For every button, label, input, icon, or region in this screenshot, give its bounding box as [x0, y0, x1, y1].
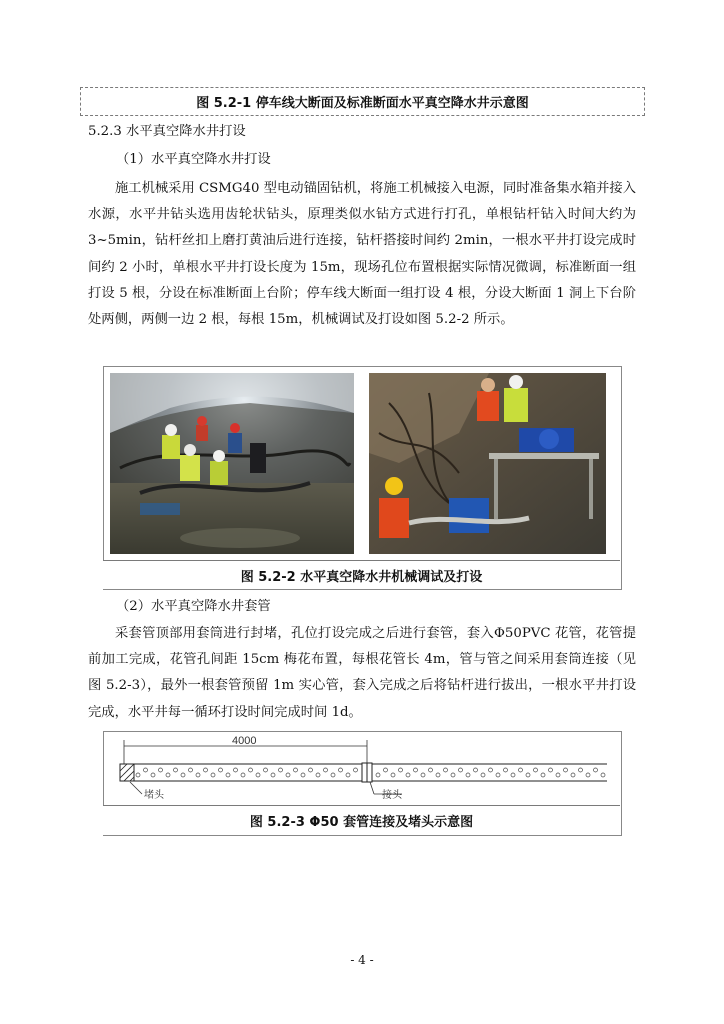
- perforation-hole: [466, 773, 470, 777]
- figure-5-2-3-caption-text: 图 5.2-3 Φ50 套管连接及堵头示意图: [249, 815, 474, 830]
- perforation-hole: [549, 768, 553, 772]
- tunnel-drilling-illustration: [110, 373, 354, 554]
- joint-label: 接头: [382, 790, 402, 801]
- subsection-1-paragraph: 施工机械采用 CSMG40 型电动锚固钻机，将施工机械接入电源，同时准备集水箱并接入水源，水平井钻头选用齿轮状钻头，原理类似水钻方式进行打孔，单根钻杆钻入时间大约为 3~5min，钻杆丝扣上磨打黄油后进行连接，钻杆搭接时间约 2min，一根水平井打设完成时间约 2 小时，单根水平井打设长度为 15m，现场孔位布置根据实际情况微调，标准断面一组打设 5 根，分设在标准断面上台阶；停车线大断面一组打设 4 根，分设大断面 1 洞上下台阶处两侧，两侧一边 2 根，每根 15m，机械调试及打设如图 5.2-2 所示。: [88, 181, 636, 328]
- subsection-1-heading: （1）水平真空降水井打设: [116, 152, 271, 167]
- perforation-hole: [436, 773, 440, 777]
- casing-diagram-svg: [112, 736, 612, 802]
- perforation-hole: [271, 773, 275, 777]
- perforation-hole: [256, 773, 260, 777]
- perforation-hole: [376, 773, 380, 777]
- perforation-hole: [511, 773, 515, 777]
- perforation-hole: [519, 768, 523, 772]
- perforation-hole: [541, 773, 545, 777]
- perforation-hole: [354, 768, 358, 772]
- perforation-hole: [279, 768, 283, 772]
- perforation-hole: [249, 768, 253, 772]
- perforation-hole: [324, 768, 328, 772]
- tunnel-drilling-photo: [110, 373, 354, 554]
- perforation-hole: [586, 773, 590, 777]
- figure-5-2-3-frame: [103, 731, 622, 836]
- perforation-hole: [226, 773, 230, 777]
- figure-5-2-2-caption-text: 图 5.2-2 水平真空降水井机械调试及打设: [240, 569, 483, 585]
- perforation-hole: [241, 773, 245, 777]
- end-plug-label: 堵头: [144, 790, 164, 801]
- perforation-hole: [496, 773, 500, 777]
- perforation-hole: [264, 768, 268, 772]
- drill-rig-illustration: [369, 373, 606, 554]
- perforation-hole: [174, 768, 178, 772]
- figure-5-2-2-frame: [103, 366, 622, 590]
- perforation-hole: [384, 768, 388, 772]
- perforation-hole: [406, 773, 410, 777]
- perforation-hole: [331, 773, 335, 777]
- perforation-hole: [481, 773, 485, 777]
- perforation-hole: [429, 768, 433, 772]
- perforation-hole: [421, 773, 425, 777]
- perforation-hole: [316, 773, 320, 777]
- perforation-hole: [211, 773, 215, 777]
- perforation-hole: [451, 773, 455, 777]
- page-number: - 4 -: [350, 953, 374, 967]
- perforation-hole: [189, 768, 193, 772]
- drill-rig-photo: [369, 373, 606, 554]
- perforation-hole: [556, 773, 560, 777]
- perforation-hole: [489, 768, 493, 772]
- perforation-hole: [181, 773, 185, 777]
- perforation-hole: [444, 768, 448, 772]
- perforation-hole: [414, 768, 418, 772]
- perforation-hole: [286, 773, 290, 777]
- perforation-hole: [294, 768, 298, 772]
- dimension-label: 4000: [232, 736, 257, 747]
- perforation-hole: [144, 768, 148, 772]
- subsection-2-paragraph: 采套管顶部用套筒进行封堵，孔位打设完成之后进行套管，套入Φ50PVC 花管，花管提前加工完成，花管孔间距 15cm 梅花布置，每根花管长 4m，管与管之间采用套筒连接（见图 5.2-3），最外一根套管预留 1m 实心管，套入完成之后将钻杆进行拔出，一根水平井打设完成，水平井每一循环打设时间完成时间 1d。: [88, 626, 636, 720]
- perforation-hole: [564, 768, 568, 772]
- perforation-hole: [391, 773, 395, 777]
- perforation-hole: [151, 773, 155, 777]
- perforation-hole: [579, 768, 583, 772]
- perforation-hole: [346, 773, 350, 777]
- perforation-hole: [159, 768, 163, 772]
- perforation-hole: [196, 773, 200, 777]
- perforation-hole: [534, 768, 538, 772]
- figure-5-2-3-caption: [103, 805, 620, 835]
- perforation-hole: [601, 773, 605, 777]
- perforation-hole: [339, 768, 343, 772]
- perforation-hole: [399, 768, 403, 772]
- perforation-hole: [166, 773, 170, 777]
- perforation-hole: [504, 768, 508, 772]
- perforation-hole: [234, 768, 238, 772]
- perforation-hole: [571, 773, 575, 777]
- figure-5-2-1-caption-text: 图 5.2-1 停车线大断面及标准断面水平真空降水井示意图: [196, 96, 529, 111]
- perforation-hole: [204, 768, 208, 772]
- perforation-hole: [301, 773, 305, 777]
- figure-5-2-1-caption: [80, 87, 645, 116]
- subsection-2-heading: （2）水平真空降水井套管: [116, 599, 271, 614]
- perforation-hole: [474, 768, 478, 772]
- section-heading: 5.2.3 水平真空降水井打设: [88, 124, 246, 139]
- perforation-hole: [219, 768, 223, 772]
- perforation-hole: [459, 768, 463, 772]
- perforation-hole: [526, 773, 530, 777]
- perforation-hole: [309, 768, 313, 772]
- perforation-hole: [594, 768, 598, 772]
- perforation-hole: [136, 773, 140, 777]
- figure-5-2-2-caption: [103, 560, 620, 589]
- casing-diagram: [112, 736, 612, 802]
